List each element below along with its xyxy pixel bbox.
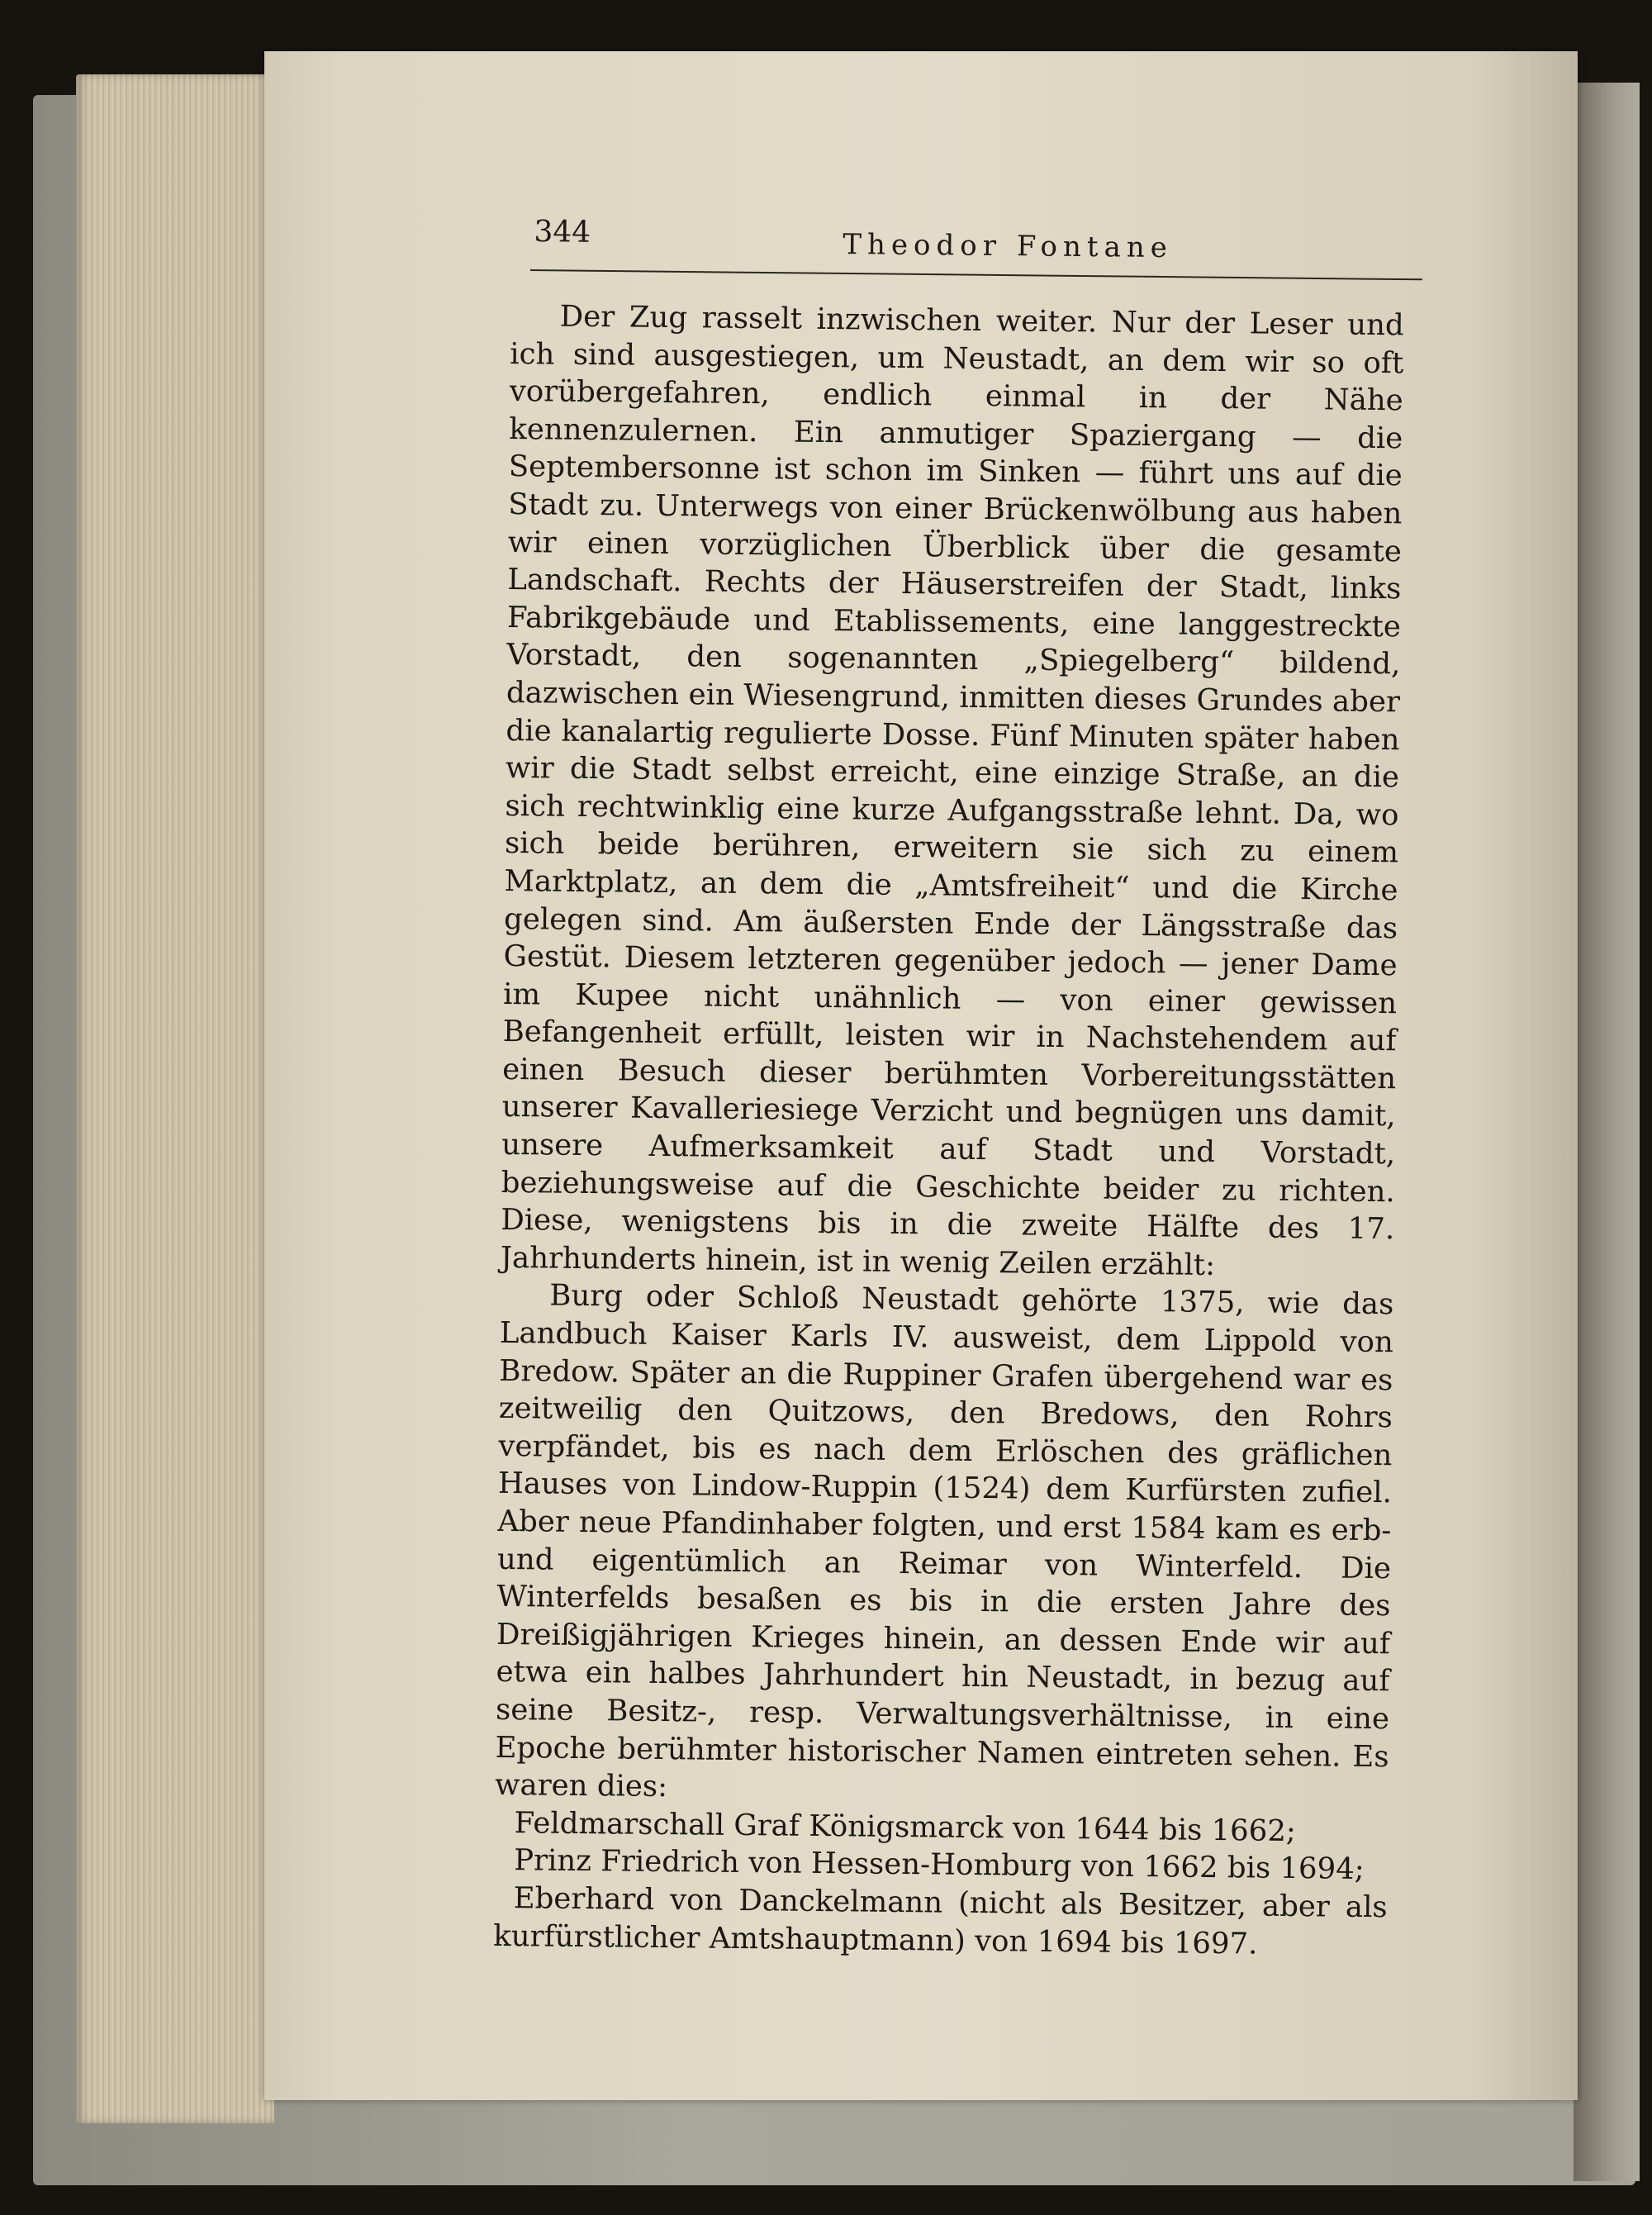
paragraph-neustadt-history: Burg oder Schloß Neustadt gehörte 1375, wie das Landbuch Kaiser Karls IV. ausweist, dem Lippold von Bredow. Später an die Ruppiner Grafen übergehend war es zeitweilig den Quitzows, den Bredows, den Rohrs verpfändet, bis es nach dem Erlöschen des gräflichen Hauses von Lindow-Ruppin (1524) dem Kurfürsten zufiel. Aber neue Pfandinhaber folgten, und erst 1584 kam es erb- und eigentümlich an Reimar von Winterfeld. Die Winterfelds besaßen es bis in die ersten Jahre des Dreißigjährigen Krieges hinein, an dessen Ende wir auf etwa ein halbes Jahrhundert hin Neustadt, in bezug auf seine Besitz-, resp. Verwaltungsverhältnisse, in eine Epoche berühmter historischer Namen eintreten sehen. Es waren dies: [494,1279,1394,1804]
page-number: 344 [534,215,591,250]
page-header [530,212,1423,280]
paragraph-neustadt-walk: Der Zug rasselt inzwischen weiter. Nur der Leser und ich sind ausgestiegen, um Neustadt, an dem wir so oft vorübergefahren, endlich einmal in der Nähe kennenzulernen. Ein anmutiger Spaziergang — die Septembersonne ist schon im Sinken — führt uns auf die Stadt zu. Unterwegs von einer Brückenwölbung aus haben wir einen vorzüglichen Überblick über die gesamte Landschaft. Rechts der Häuserstreifen der Stadt, links Fabrikgebäude und Etablissements, eine langgestreckte Vorstadt, den sogenannten „Spiegelberg“ bildend, dazwischen ein Wiesengrund, inmitten dieses Grundes aber die kanalartig regulierte Dosse. Fünf Minuten später haben wir die Stadt selbst erreicht, eine einzige Straße, an die sich rechtwinklig eine kurze Aufgangsstraße lehnt. Da, wo sich beide berühren, erweitern sie sich zu einem Marktplatz, an dem die „Amtsfreiheit“ und die Kirche gelegen sind. Am äußersten Ende der Längsstraße das Gestüt. Diesem letzteren gegenüber jedoch — jener Dame im Kupee nicht unähnlich — von einer gewissen Befangenheit erfüllt, leisten wir in Nachstehendem auf einen Besuch dieser berühmten Vorbereitungsstätten unserer Kavalleriesiege Verzicht und begnügen uns damit, unsere Aufmerksamkeit auf Stadt und Vorstadt, beziehungsweise auf die Geschichte beider zu richten. Diese, wenigstens bis in die zweite Hälfte des 17. Jahrhunderts hinein, ist in wenig Zeilen erzählt: [500,299,1404,1282]
page-edges [76,74,274,2123]
owner-list-item: Eberhard von Danckelmann (nicht als Besitzer, aber als kurfürstlicher Amtshauptmann) von 1694 bis 1697. [493,1881,1388,1961]
owner-list-item: Feldmarschall Graf Königsmarck von 1644 bis 1662; [514,1805,1297,1848]
running-title: Theodor Fontane [843,227,1174,265]
facing-page-edge [1574,83,1640,2181]
owner-list-item: Prinz Friedrich von Hessen-Homburg von 1662 bis 1694; [513,1843,1365,1887]
body-text [493,297,1404,1964]
